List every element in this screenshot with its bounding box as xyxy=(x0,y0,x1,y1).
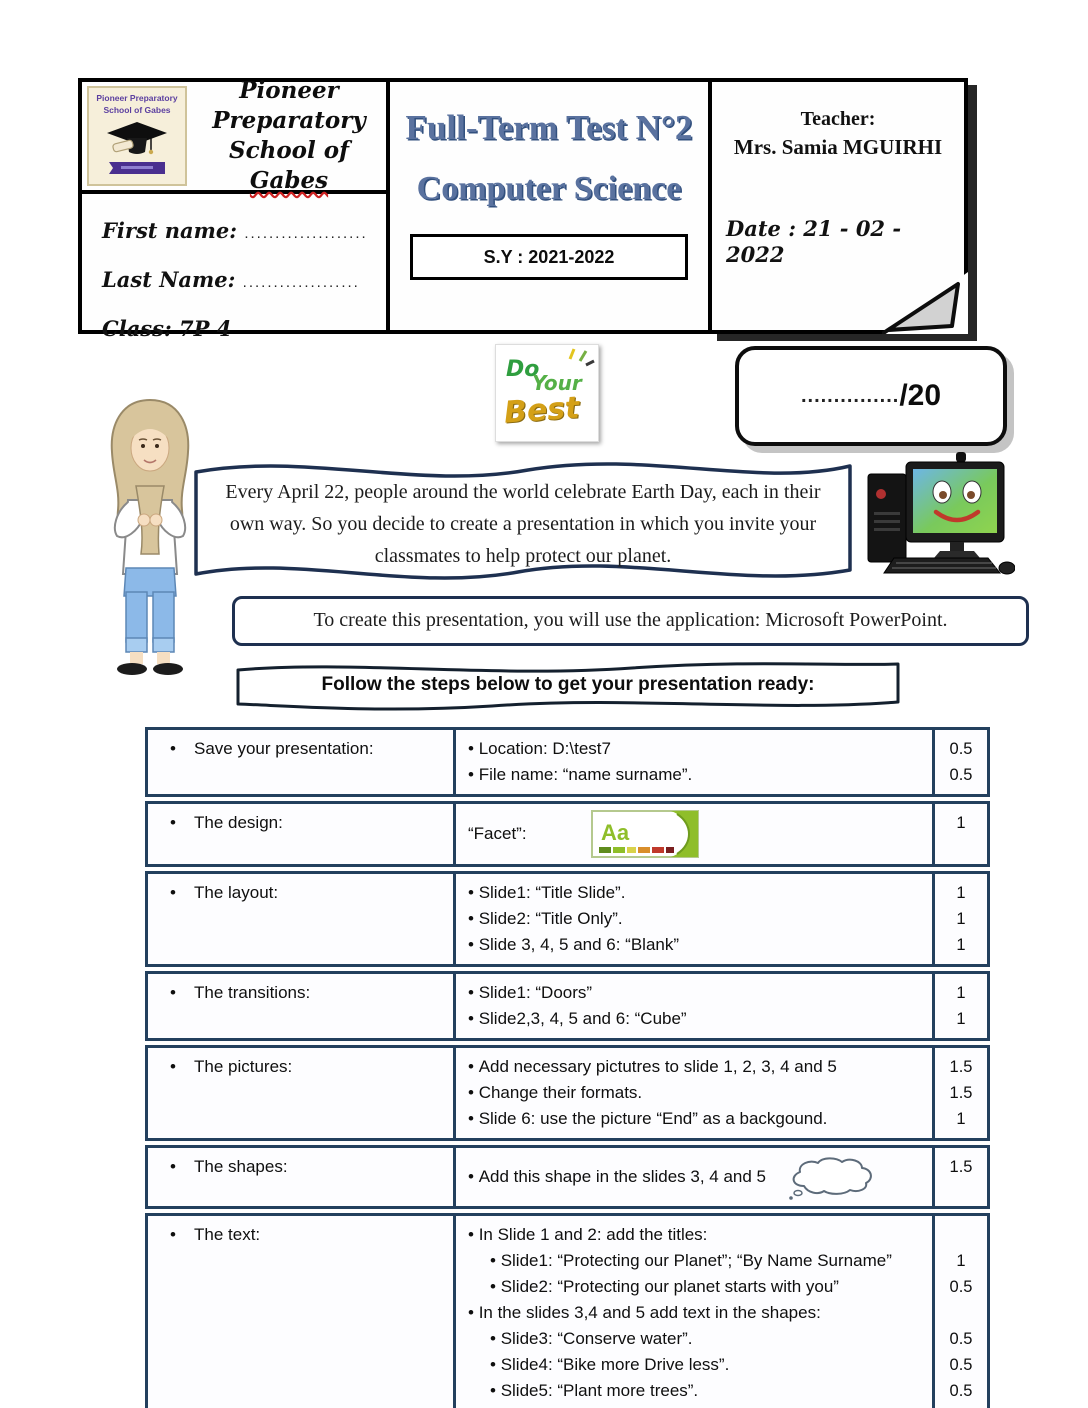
task-label: • The design: xyxy=(194,810,445,836)
badge-word-do: Do xyxy=(506,357,540,382)
teacher-name: Mrs. Samia MGUIRHI xyxy=(733,135,943,159)
score-total: /20 xyxy=(899,379,942,412)
points-value: 0.5 xyxy=(949,1330,973,1348)
points-cell xyxy=(935,974,987,1038)
cloud-callout-icon xyxy=(782,1156,878,1200)
logo-row xyxy=(82,77,386,194)
task-cell xyxy=(148,804,456,864)
school-logo-icon xyxy=(86,86,188,186)
description-cell xyxy=(456,974,935,1038)
badge-word-your: Your xyxy=(532,371,582,395)
description-cell xyxy=(456,1148,935,1206)
description-item: • Change their formats. xyxy=(468,1080,926,1106)
table-row xyxy=(145,1145,990,1209)
test-title: Full-Term Test N°2 xyxy=(405,108,693,147)
score-blank: ............... xyxy=(800,384,900,407)
task-label: • Save your presentation: xyxy=(194,736,445,762)
description-item: • File name: “name surname”. xyxy=(468,762,926,788)
class-field: Class: 7P 4 xyxy=(102,316,232,341)
table-row xyxy=(145,801,990,867)
badge-word-best: Best xyxy=(502,390,581,431)
sparkle-rays-icon xyxy=(562,345,596,371)
student-fields xyxy=(82,190,386,352)
last-name-field: Last Name: ................... xyxy=(102,267,360,292)
table-row xyxy=(145,871,990,967)
points-value: 1 xyxy=(956,814,966,832)
intro-text: Every April 22, people around the world celebrate Earth Day, each in their own way. So you decide to create a presentation in which you invite your classmates to help protect our planet. xyxy=(225,481,821,567)
task-label: • The shapes: xyxy=(194,1154,445,1180)
points-value: 0.5 xyxy=(949,1356,973,1374)
points-value: 1 xyxy=(956,936,966,954)
points-value: 1 xyxy=(956,1252,966,1270)
points-cell xyxy=(935,730,987,794)
steps-banner xyxy=(232,656,904,716)
description-item: • Slide1: “Doors” xyxy=(468,980,926,1006)
points-value xyxy=(937,1222,985,1248)
description-cell xyxy=(456,1048,935,1138)
teacher-info-box xyxy=(708,78,968,334)
description-item: • Slide 3, 4, 5 and 6: “Blank” xyxy=(468,932,926,958)
points-value: 0.5 xyxy=(949,1382,973,1400)
description-item: • Location: D:\test7 xyxy=(468,736,926,762)
points-value: 1.5 xyxy=(949,1084,973,1102)
school-year-box: S.Y : 2021-2022 xyxy=(410,234,688,280)
last-name-blank: ................... xyxy=(242,274,360,291)
description-cell xyxy=(456,730,935,794)
description-item: • Slide2: “Protecting our planet starts with you” xyxy=(490,1274,926,1300)
table-row xyxy=(145,1213,990,1408)
points-cell xyxy=(935,1216,987,1408)
svg-text:Pioneer Preparatory: Pioneer Preparatory xyxy=(96,93,178,103)
description-item: • Slide5: “Plant more trees”. xyxy=(490,1378,926,1404)
points-value: 1 xyxy=(956,984,966,1002)
description-cell xyxy=(456,874,935,964)
points-value: 1 xyxy=(956,884,966,902)
first-name-blank: .................... xyxy=(244,225,368,242)
task-cell xyxy=(148,1048,456,1138)
points-value: 0.5 xyxy=(949,766,973,784)
points-cell xyxy=(935,1148,987,1206)
subject-title: Computer Science xyxy=(416,170,682,207)
description-cell xyxy=(456,1216,935,1408)
description-item: • Slide4: “Bike more Drive less”. xyxy=(490,1352,926,1378)
points-value: 1 xyxy=(956,1010,966,1028)
school-info-box xyxy=(78,77,390,341)
application-banner: To create this presentation, you will use the application: Microsoft PowerPoint. xyxy=(232,596,1029,646)
points-cell xyxy=(935,1048,987,1138)
task-cell xyxy=(148,730,456,794)
task-cell xyxy=(148,1216,456,1408)
intro-banner xyxy=(188,448,858,594)
task-label: • The layout: xyxy=(194,880,445,906)
table-row xyxy=(145,1045,990,1141)
steps-table xyxy=(145,727,990,1408)
points-value: 0.5 xyxy=(949,740,973,758)
svg-text:School of Gabes: School of Gabes xyxy=(103,105,171,115)
description-item: • Slide 6: use the picture “End” as a backgound. xyxy=(468,1106,926,1132)
computer-illustration xyxy=(860,452,1015,582)
description-item: • Slide1: “Protecting our Planet”; “By Name Surname” xyxy=(490,1248,926,1274)
test-date: Date : 21 - 02 - 2022 xyxy=(726,216,902,267)
do-your-best-badge xyxy=(495,344,599,442)
description-item: • Slide3: “Conserve water”. xyxy=(490,1326,926,1352)
points-value: 1.5 xyxy=(949,1158,973,1176)
task-cell xyxy=(148,1148,456,1206)
task-label: • The pictures: xyxy=(194,1054,445,1080)
points-value: 1.5 xyxy=(949,1058,973,1076)
teacher-label: Teacher: xyxy=(800,108,876,130)
description-item: • In the slides 3,4 and 5 add text in the shapes: xyxy=(468,1300,926,1326)
task-label: • The transitions: xyxy=(194,980,445,1006)
description-item: • In Slide 1 and 2: add the titles: xyxy=(468,1222,926,1248)
svg-text:Aa: Aa xyxy=(600,820,629,845)
task-cell xyxy=(148,874,456,964)
description-item: • Slide2,3, 4, 5 and 6: “Cube” xyxy=(468,1006,926,1032)
description-item: • Slide1: “Title Slide”. xyxy=(468,880,926,906)
points-value: 1 xyxy=(956,910,966,928)
facet-theme-thumbnail-icon xyxy=(591,810,699,858)
table-row xyxy=(145,971,990,1041)
description-item: • Add this shape in the slides 3, 4 and 5 xyxy=(468,1154,926,1200)
description-item: “Facet”: Aa xyxy=(468,810,926,858)
description-item: • Add necessary pictutres to slide 1, 2, 3, 4 and 5 xyxy=(468,1054,926,1080)
first-name-field: First name: .................... xyxy=(102,218,368,243)
points-value: 1 xyxy=(956,1110,966,1128)
description-item: • Slide2: “Title Only”. xyxy=(468,906,926,932)
table-row xyxy=(145,727,990,797)
school-name: Pioneer Preparatory School of Gabes xyxy=(212,77,366,194)
points-cell xyxy=(935,804,987,864)
task-label: • The text: xyxy=(194,1222,445,1248)
points-cell xyxy=(935,874,987,964)
description-cell xyxy=(456,804,935,864)
test-title-box xyxy=(386,78,712,334)
score-box xyxy=(735,346,1007,446)
points-value xyxy=(937,1300,985,1326)
page-curl-icon xyxy=(882,272,968,334)
points-value: 0.5 xyxy=(949,1278,973,1296)
steps-banner-text: Follow the steps below to get your presentation ready: xyxy=(321,674,815,695)
task-cell xyxy=(148,974,456,1038)
